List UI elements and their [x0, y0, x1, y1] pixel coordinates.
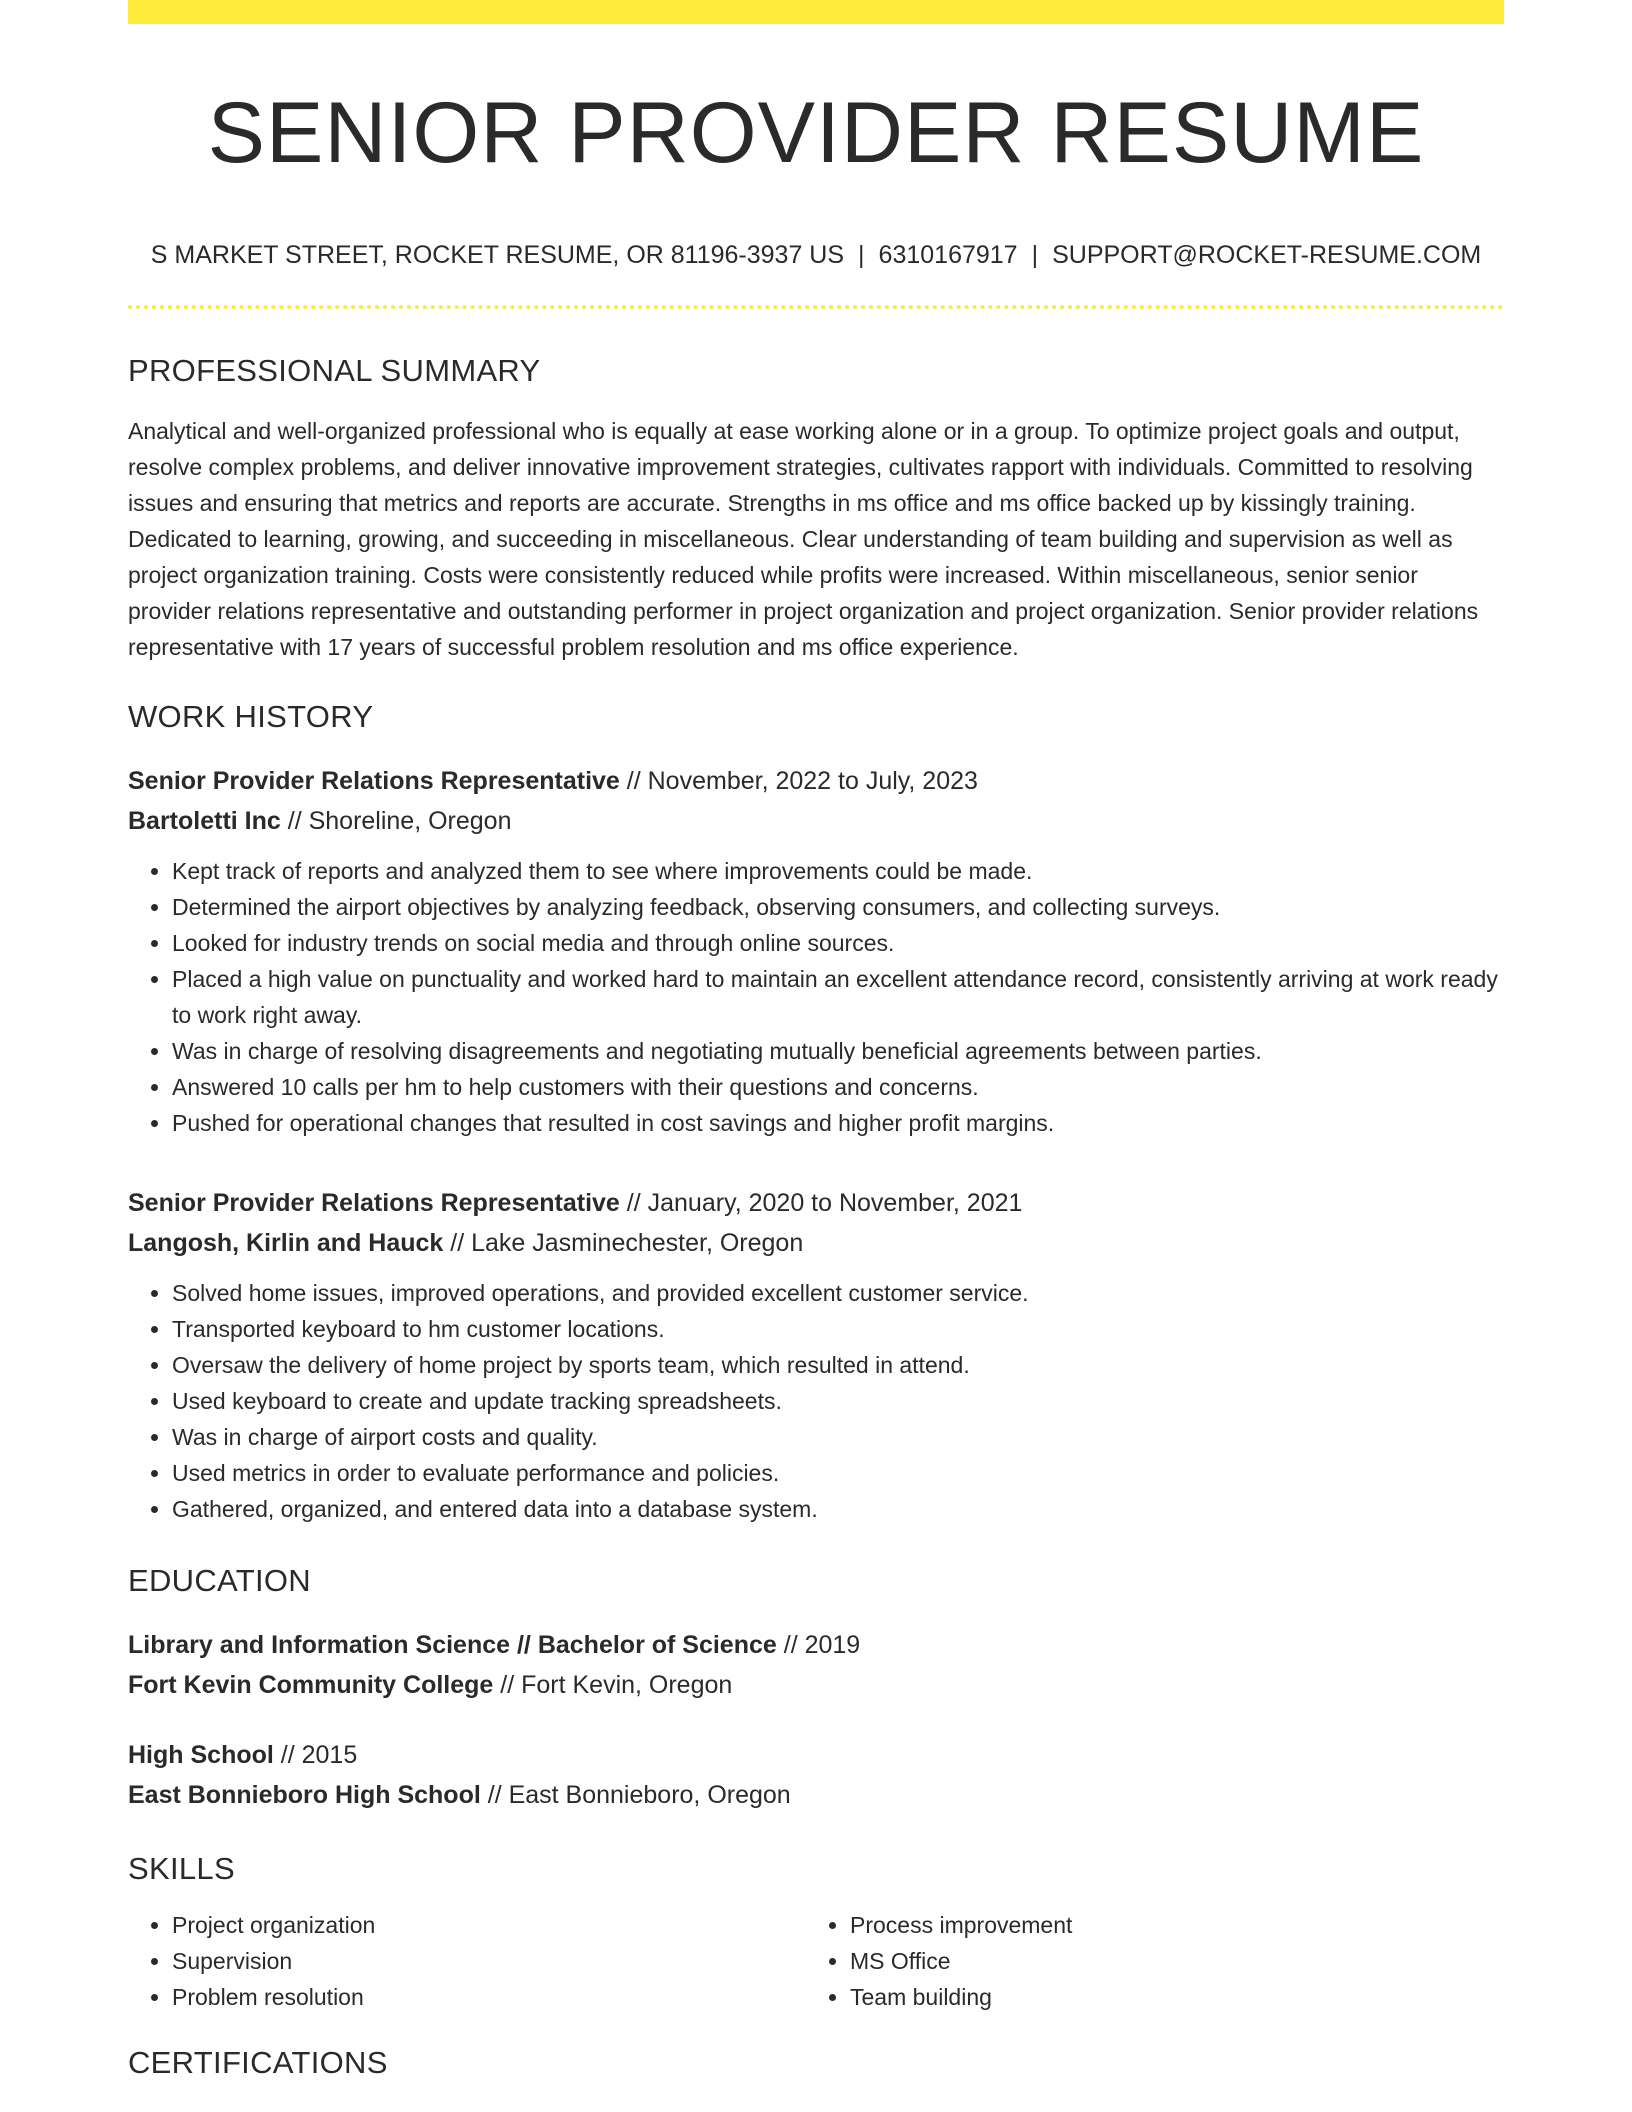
work-history-list: [128, 761, 1504, 1527]
education-school: East Bonnieboro High School: [128, 1781, 481, 1810]
dotted-divider: [128, 305, 1504, 309]
skill-item: • MS Office: [850, 1943, 1484, 1979]
job-dates: // January, 2020 to November, 2021: [619, 1189, 1023, 1218]
job-bullet: • Pushed for operational changes that resulted in cost savings and higher profit margins.: [172, 1105, 1504, 1141]
education-degree: Library and Information Science // Bachelor of Science: [128, 1631, 777, 1660]
job-title-line: [128, 761, 1504, 801]
summary-text: Analytical and well-organized professional who is equally at ease working alone or in a group. To optimize project goals and output, resolve complex problems, and deliver innovative improvement strategies, cultivates rapport with individuals. Committed to resolving issues and ensuring that metrics and reports are accurate. Strengths in ms office and ms office backed up by kissingly training. Dedicated to learning, growing, and succeeding in miscellaneous. Clear understanding of team building and supervision as well as project organization training. Costs were consistently reduced while profits were increased. Within miscellaneous, senior senior provider relations representative and outstanding performer in project organization and project organization. Senior provider relations representative with 17 years of successful problem resolution and ms office experience.: [128, 418, 1479, 661]
education-list: [128, 1625, 1504, 1815]
education-school: Fort Kevin Community College: [128, 1671, 494, 1700]
skills-column-right: [806, 1907, 1484, 2015]
skill-item: • Process improvement: [850, 1907, 1484, 1943]
skills-list-right: [806, 1907, 1484, 2015]
skills-grid: [128, 1907, 1504, 2015]
job-bullet: • Used metrics in order to evaluate performance and policies.: [172, 1455, 1504, 1491]
job-bullet: • Transported keyboard to hm customer locations.: [172, 1311, 1504, 1347]
accent-top-bar: [128, 0, 1504, 24]
education-degree-line: [128, 1625, 1504, 1665]
contact-separator: |: [858, 240, 865, 269]
job-title: Senior Provider Relations Representative: [128, 767, 620, 796]
education-heading: EDUCATION: [128, 1563, 311, 1599]
job-dates: // November, 2022 to July, 2023: [619, 767, 978, 796]
education-entry: [128, 1625, 1504, 1705]
job-bullet: • Was in charge of airport costs and quality.: [172, 1419, 1504, 1455]
education-location: // Fort Kevin, Oregon: [493, 1671, 733, 1700]
education-entry: [128, 1735, 1504, 1815]
job-company: Langosh, Kirlin and Hauck: [128, 1229, 444, 1258]
education-degree: High School: [128, 1741, 274, 1770]
job-company-line: [128, 1223, 1504, 1263]
resume-page: [128, 0, 1504, 2081]
contact-email: SUPPORT@ROCKET-RESUME.COM: [1052, 240, 1482, 269]
job-bullet-list: [128, 1275, 1504, 1527]
skills-list-left: [128, 1907, 806, 2015]
contact-line: [128, 239, 1504, 272]
resume-title: SENIOR PROVIDER RESUME: [207, 85, 1425, 181]
education-location: // East Bonnieboro, Oregon: [480, 1781, 791, 1810]
work-history-heading: WORK HISTORY: [128, 699, 374, 735]
job-bullet: • Looked for industry trends on social media and through online sources.: [172, 925, 1504, 961]
contact-address: S MARKET STREET, ROCKET RESUME, OR 81196-3937 US: [150, 240, 845, 269]
job-title-line: [128, 1183, 1504, 1223]
job-bullet: • Determined the airport objectives by analyzing feedback, observing consumers, and collecting surveys.: [172, 889, 1504, 925]
job-title: Senior Provider Relations Representative: [128, 1189, 620, 1218]
job-entry: [128, 1183, 1504, 1527]
education-school-line: [128, 1665, 1504, 1705]
contact-separator: |: [1031, 240, 1039, 269]
education-year: // 2015: [273, 1741, 358, 1770]
job-bullet: • Was in charge of resolving disagreements and negotiating mutually beneficial agreements between parties.: [172, 1033, 1504, 1069]
certifications-heading: CERTIFICATIONS: [128, 2045, 388, 2081]
job-bullet: • Used keyboard to create and update tracking spreadsheets.: [172, 1383, 1504, 1419]
skill-item: • Supervision: [172, 1943, 806, 1979]
job-entry: [128, 761, 1504, 1141]
job-bullet: • Kept track of reports and analyzed them to see where improvements could be made.: [172, 853, 1504, 889]
job-bullet: • Solved home issues, improved operations, and provided excellent customer service.: [172, 1275, 1504, 1311]
job-company: Bartoletti Inc: [128, 807, 281, 836]
job-location: // Shoreline, Oregon: [280, 807, 512, 836]
skills-column-left: [128, 1907, 806, 2015]
contact-phone: 6310167917: [878, 240, 1018, 269]
job-bullet: • Answered 10 calls per hm to help customers with their questions and concerns.: [172, 1069, 1504, 1105]
education-school-line: [128, 1775, 1504, 1815]
skill-item: • Team building: [850, 1979, 1484, 2015]
summary-heading: PROFESSIONAL SUMMARY: [128, 353, 541, 389]
skill-item: • Problem resolution: [172, 1979, 806, 2015]
skill-item: • Project organization: [172, 1907, 806, 1943]
education-year: // 2019: [776, 1631, 861, 1660]
skills-heading: SKILLS: [128, 1851, 235, 1887]
job-location: // Lake Jasminechester, Oregon: [443, 1229, 804, 1258]
job-bullet: • Oversaw the delivery of home project by sports team, which resulted in attend.: [172, 1347, 1504, 1383]
job-bullet-list: [128, 853, 1504, 1141]
job-bullet: • Placed a high value on punctuality and worked hard to maintain an excellent attendance record, consistently arriving at work ready to work right away.: [172, 961, 1504, 1033]
job-company-line: [128, 801, 1504, 841]
job-bullet: • Gathered, organized, and entered data into a database system.: [172, 1491, 1504, 1527]
education-degree-line: [128, 1735, 1504, 1775]
